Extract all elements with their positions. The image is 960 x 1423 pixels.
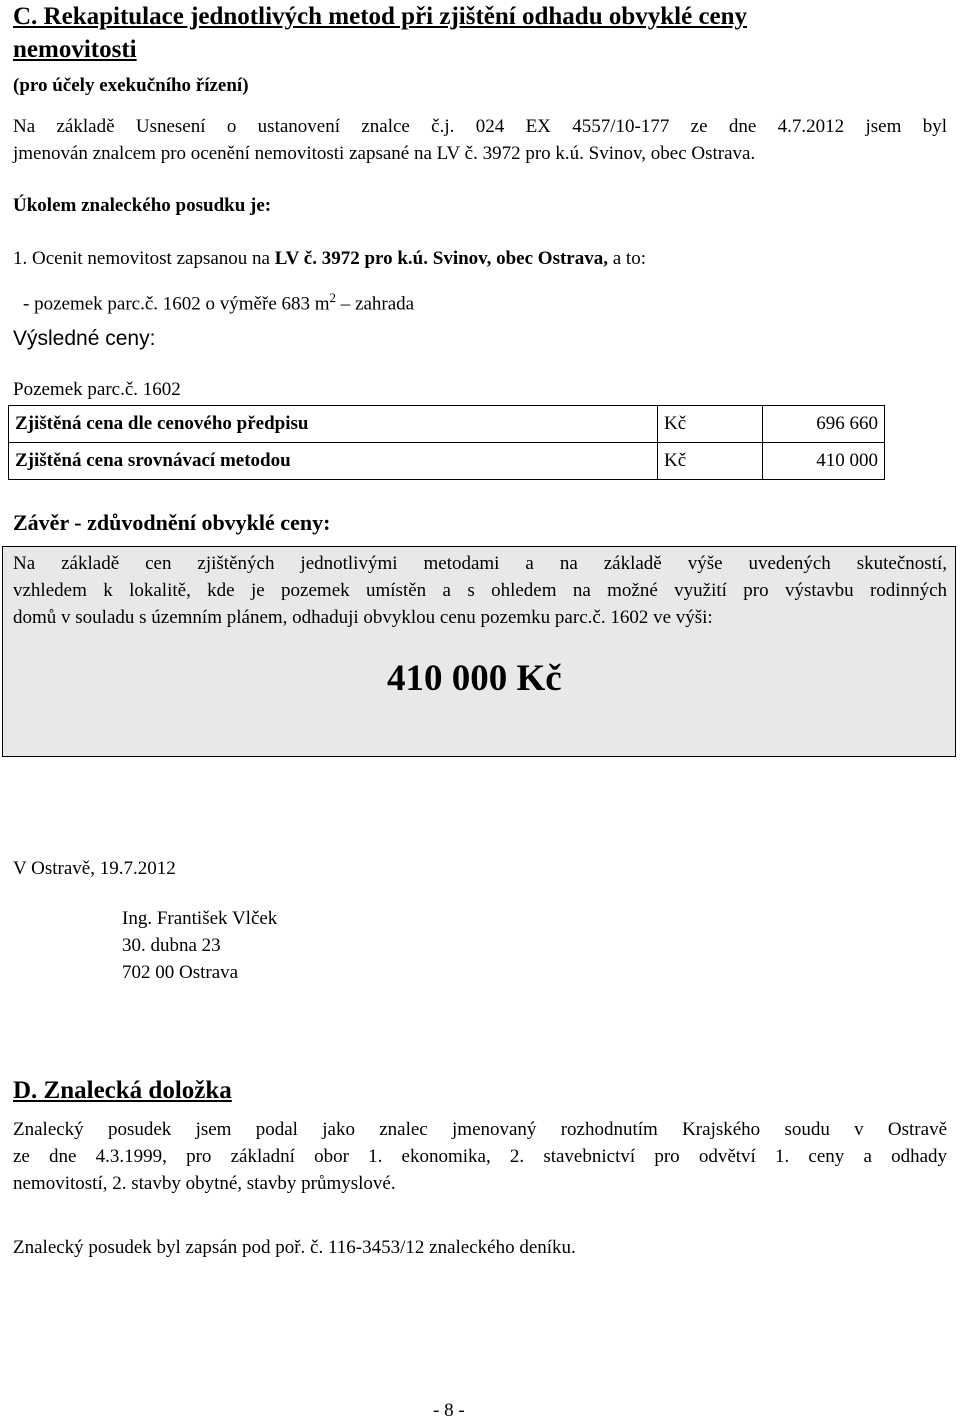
parcel-line-superscript: 2: [329, 290, 337, 305]
table-row: [9, 406, 885, 443]
price-value: 410 000: [763, 443, 885, 480]
price-value: 696 660: [763, 406, 885, 443]
section-c-title-cont: [13, 35, 137, 65]
signer-street: 30. dubna 23: [122, 935, 221, 956]
section-c-title: [13, 2, 747, 32]
task-item-bold: LV č. 3972 pro k.ú. Svinov, obec Ostrava,: [274, 248, 608, 269]
registry-line: Znalecký posudek byl zapsán pod poř. č. 116-3453/12 znaleckého deníku.: [13, 1237, 576, 1258]
page-number: - 8 -: [433, 1400, 465, 1421]
price-currency: Kč: [658, 443, 763, 480]
price-label: Zjištěná cena dle cenového předpisu: [9, 406, 658, 443]
price-currency: Kč: [658, 406, 763, 443]
price-label: Zjištěná cena srovnávací metodou: [9, 443, 658, 480]
parcel-line-text: - pozemek parc.č. 1602 o výměře 683 m: [23, 293, 330, 315]
intro-line-2: jmenován znalcem pro ocenění nemovitosti zapsané na LV č. 3972 pro k.ú. Svinov, obec Ostrava.: [13, 143, 756, 164]
results-heading: Výsledné ceny:: [13, 327, 156, 350]
final-price: 410 000 Kč: [387, 658, 562, 699]
section-c-title-line2: nemovitosti: [13, 36, 137, 63]
table-row: [9, 443, 885, 480]
section-d-title: D. Znalecká doložka: [13, 1077, 232, 1104]
place-date: V Ostravě, 19.7.2012: [13, 858, 176, 879]
task-item: [13, 247, 646, 271]
parcel-line: [23, 286, 414, 316]
signer-city: 702 00 Ostrava: [122, 962, 239, 983]
intro-line-1: Na základě Usnesení o ustanovení znalce č.j. 024 EX 4557/10-177 ze dne 4.7.2012 jsem byl: [13, 116, 947, 137]
task-item-suffix: a to:: [607, 248, 646, 269]
section-d-line-2: ze dne 4.3.1999, pro základní obor 1. ekonomika, 2. stavebnictví pro odvětví 1. ceny a odhady: [13, 1146, 947, 1167]
signer-name: Ing. František Vlček: [122, 908, 278, 929]
section-c-subtitle: (pro účely exekučního řízení): [13, 75, 249, 96]
task-item-prefix: 1. Ocenit nemovitost zapsanou na: [13, 248, 275, 269]
parcel-line-after: – zahrada: [336, 293, 415, 315]
conclusion-heading: Závěr - zdůvodnění obvyklé ceny:: [13, 510, 331, 535]
price-table: [8, 405, 885, 480]
conclusion-line-2: vzhledem k lokalitě, kde je pozemek umístěn a s ohledem na možné využití pro výstavbu rodinných: [13, 580, 947, 601]
task-heading: Úkolem znaleckého posudku je:: [13, 195, 272, 216]
parcel-heading: Pozemek parc.č. 1602: [13, 379, 181, 400]
conclusion-line-3: domů v souladu s územním plánem, odhaduji obvyklou cenu pozemku parc.č. 1602 ve výši:: [13, 607, 713, 628]
conclusion-line-1: Na základě cen zjištěných jednotlivými metodami a na základě výše uvedených skutečností,: [13, 553, 947, 574]
conclusion-box: [2, 546, 956, 757]
section-c-title-line1: C. Rekapitulace jednotlivých metod při zjištění odhadu obvyklé ceny: [13, 3, 748, 30]
section-d-line-3: nemovitostí, 2. stavby obytné, stavby průmyslové.: [13, 1173, 396, 1194]
section-d-line-1: Znalecký posudek jsem podal jako znalec jmenovaný rozhodnutím Krajského soudu v Ostravě: [13, 1119, 947, 1140]
